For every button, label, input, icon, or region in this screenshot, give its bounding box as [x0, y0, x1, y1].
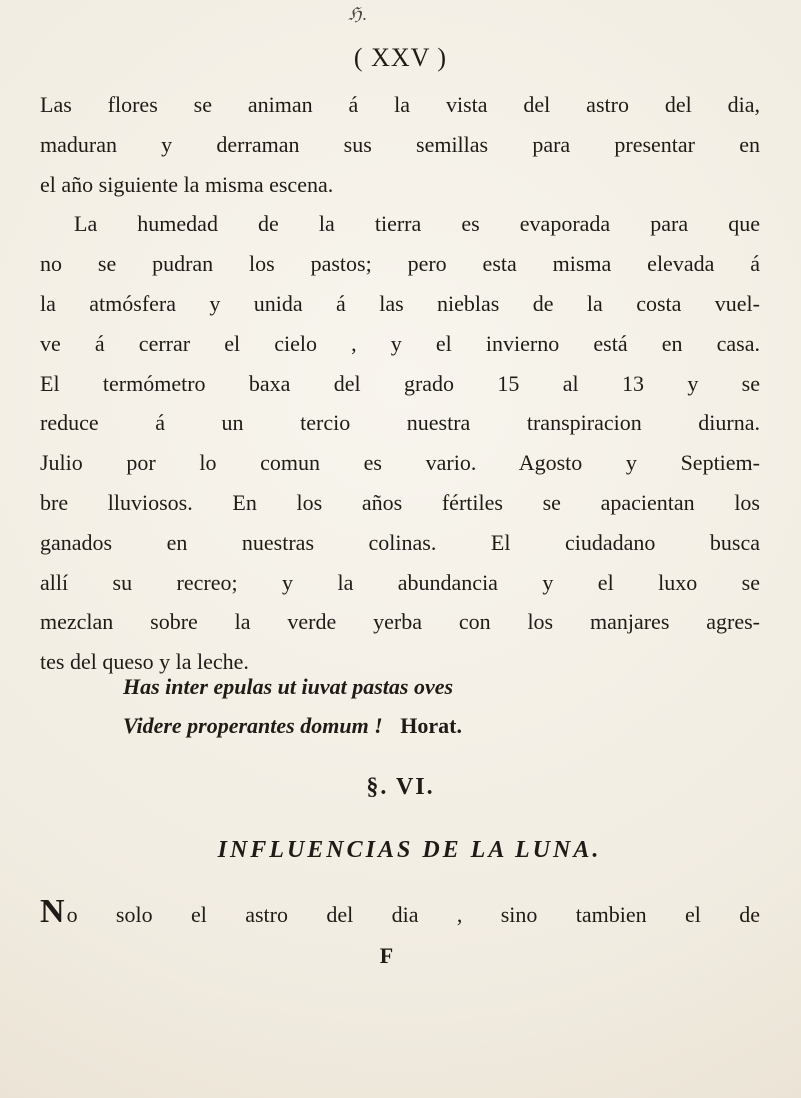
verse-attribution: Horat. — [400, 713, 462, 738]
section-mark: §. VI. — [366, 774, 435, 800]
verse-text: Videre properantes domum ! — [123, 713, 383, 738]
section-opening-line — [40, 895, 760, 935]
text-line: mezclan sobre la verde yerba con los manjares agres- — [40, 609, 760, 635]
text-line: la atmósfera y unida á las nieblas de la costa vuel- — [40, 290, 760, 316]
text-line: maduran y derraman sus semillas para presentar en — [40, 131, 760, 157]
manuscript-mark: ℌ. — [348, 4, 369, 24]
text-line: no se pudran los pastos; pero esta misma elevada á — [40, 251, 760, 277]
text-line: Las flores se animan á la vista del astro del dia, — [40, 92, 760, 117]
text-line: Julio por lo comun es vario. Agosto y Septiem- — [40, 450, 760, 476]
opening-text: o solo el astro del dia , sino tambien el de — [66, 902, 760, 927]
text-line: tes del queso y la leche. — [40, 649, 249, 675]
text-line: allí su recreo; y la abundancia y el luxo se — [40, 569, 760, 595]
text-line: El termómetro baxa del grado 15 al 13 y se — [40, 370, 760, 396]
section-title: INFLUENCIAS DE LA LUNA. — [217, 837, 602, 863]
text-line: ve á cerrar el cielo , y el invierno está en casa. — [40, 330, 760, 356]
verse-line-2 — [123, 713, 462, 739]
text-line: bre lluviosos. En los años fértiles se apacientan los — [40, 489, 760, 515]
text-line: La humedad de la tierra es evaporada para que — [74, 211, 760, 237]
drop-cap: N — [40, 893, 65, 930]
text-line: ganados en nuestras colinas. El ciudadano busca — [40, 529, 760, 555]
text-line: el año siguiente la misma escena. — [40, 171, 334, 197]
body-text — [40, 85, 760, 682]
verse-line-1: Has inter epulas ut iuvat pastas oves — [123, 674, 454, 699]
signature-mark: F — [379, 943, 394, 968]
text-line: reduce á un tercio nuestra transpiracion diurna. — [40, 410, 760, 436]
page-number: ( XXV ) — [353, 43, 448, 72]
